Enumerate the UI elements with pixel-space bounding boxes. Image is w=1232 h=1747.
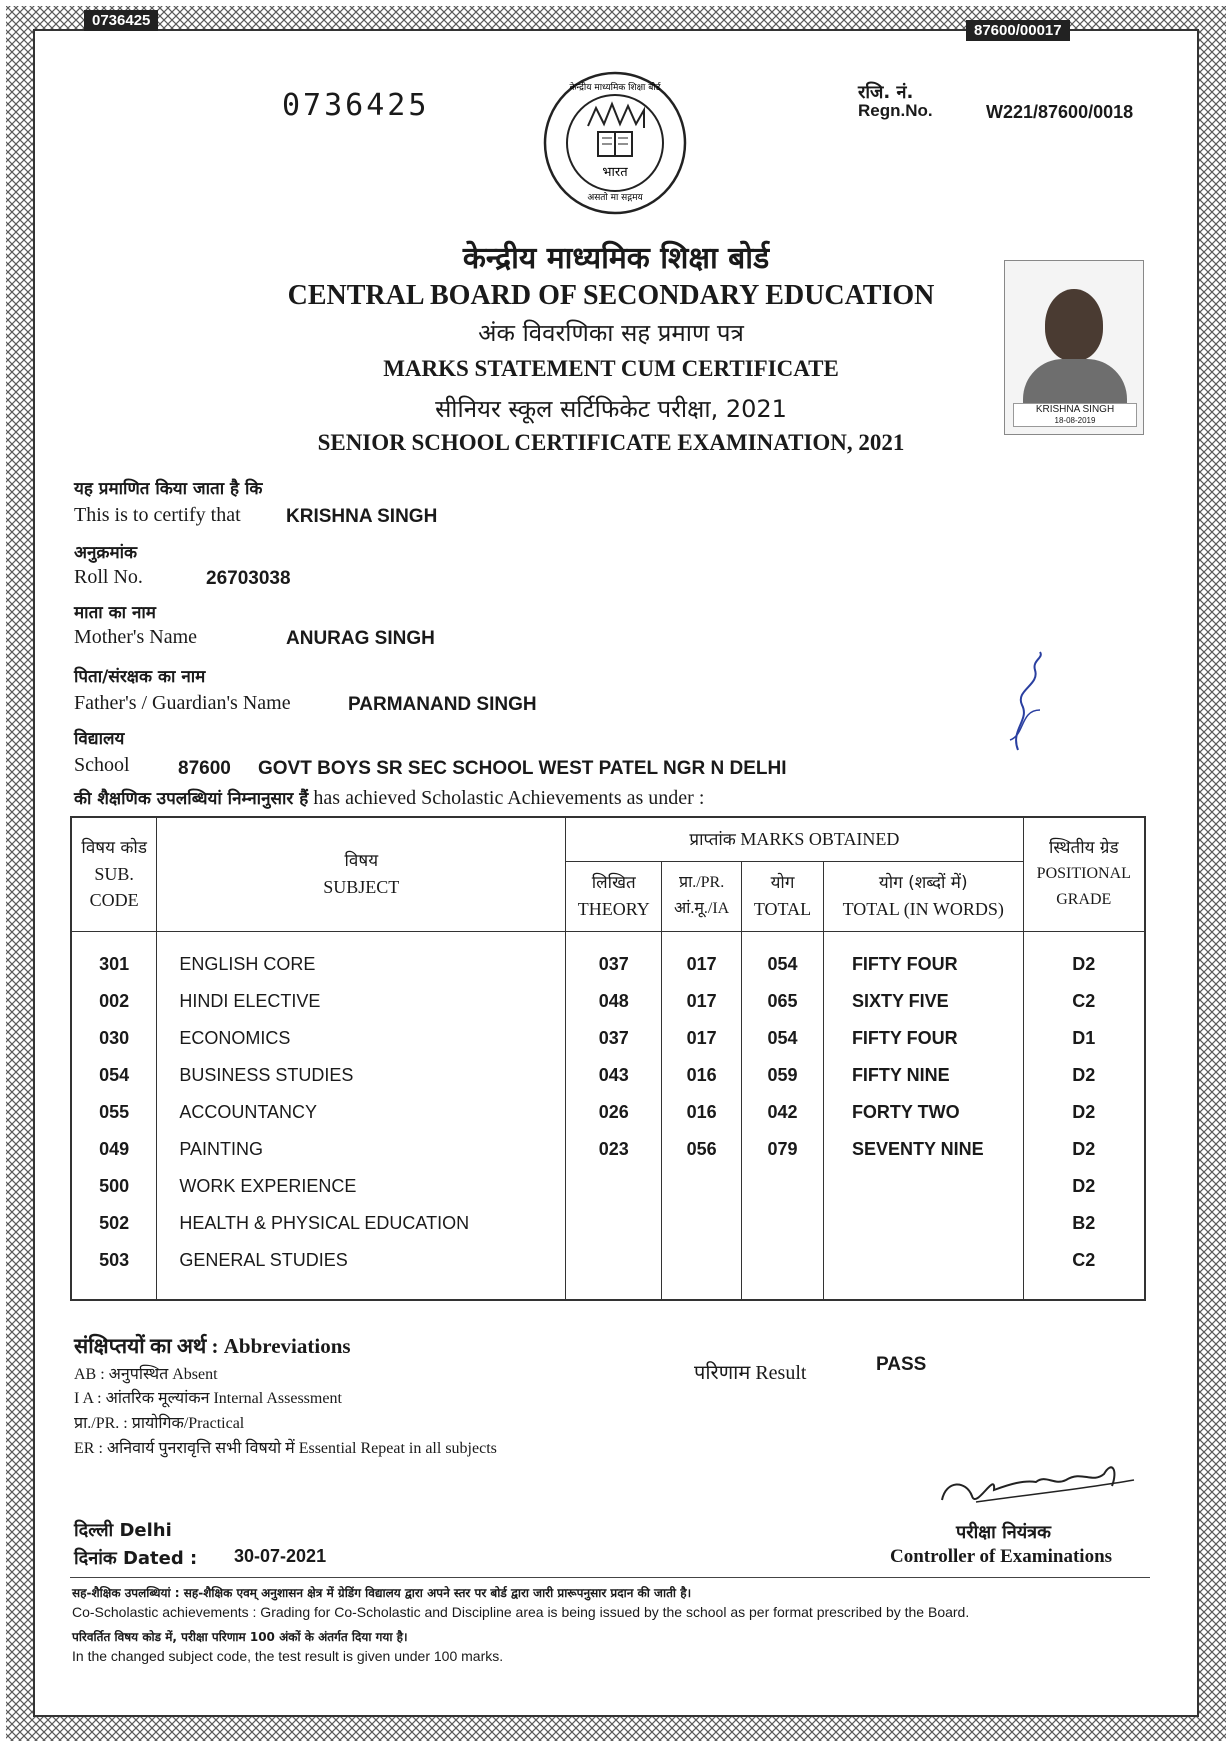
sub-code: 301 <box>71 931 157 983</box>
footer-divider <box>70 1577 1150 1578</box>
sub-words <box>823 1242 1023 1300</box>
doc-title-hi: अंक विवरणिका सह प्रमाण पत्र <box>478 319 744 347</box>
sub-code: 503 <box>71 1242 157 1300</box>
sub-theory: 037 <box>566 931 662 983</box>
sub-words: FIFTY FOUR <box>823 1020 1023 1057</box>
table-row <box>71 1020 1145 1057</box>
sub-grade: D2 <box>1023 1168 1145 1205</box>
code-head-hi: विषय कोड <box>81 838 147 859</box>
sub-code: 002 <box>71 983 157 1020</box>
grade-head-hi: स्थितीय ग्रेड <box>1048 838 1119 859</box>
sub-total <box>742 1242 824 1300</box>
sub-total <box>742 1205 824 1242</box>
seal-text-ring: केन्द्रीय माध्यमिक शिक्षा बोर्ड <box>569 83 661 93</box>
subject-head-hi: विषय <box>344 851 379 872</box>
footnote-1: सह-शैक्षिक उपलब्धियां : सह-शैक्षिक एवम् अनुशासन क्षेत्र में ग्रेडिंग विद्यालय द्वारा अपने स्तर पर बोर्ड द्वारा जारी प्रारूपनुसार प्रदान की जाती है। <box>72 1586 692 1600</box>
marks-table <box>70 816 1146 1301</box>
sub-theory: 048 <box>566 983 662 1020</box>
roll-number: 26703038 <box>206 568 291 589</box>
sub-practical <box>662 1242 742 1300</box>
controller-signature <box>936 1440 1136 1520</box>
pr-head-2: आं.मू./IA <box>673 900 730 917</box>
sub-name: ACCOUNTANCY <box>157 1094 566 1131</box>
sub-practical: 017 <box>662 931 742 983</box>
table-row <box>71 1094 1145 1131</box>
mother-name: ANURAG SINGH <box>286 628 435 649</box>
school-code: 87600 <box>178 758 231 779</box>
col-head-grade <box>1023 817 1145 931</box>
father-label-en: Father's / Guardian's Name <box>74 692 291 714</box>
regn-label-hi: रजि. नं. <box>858 82 914 103</box>
abbrev-ab: AB : अनुपस्थित Absent <box>74 1366 218 1383</box>
school-name: GOVT BOYS SR SEC SCHOOL WEST PATEL NGR N DELHI <box>258 758 787 779</box>
photo-body <box>1023 359 1127 405</box>
achievements-line <box>74 786 704 810</box>
subject-head-en: SUBJECT <box>323 877 400 898</box>
corner-serial-left: 0736425 <box>84 10 158 31</box>
table-row <box>71 931 1145 983</box>
photo-face <box>1045 289 1103 361</box>
col-head-words <box>823 861 1023 931</box>
cbse-seal-logo <box>540 68 690 218</box>
certify-label-en: This is to certify that <box>74 504 241 526</box>
col-head-subject <box>157 817 566 931</box>
sub-grade: D2 <box>1023 1057 1145 1094</box>
sub-code: 054 <box>71 1057 157 1094</box>
footnote-2: Co-Scholastic achievements : Grading for Co-Scholastic and Discipline area is being issued by the school as per format prescribed by the Board. <box>72 1604 970 1620</box>
abbrev-pr: प्रा./PR. : प्रायोगिक/Practical <box>74 1415 245 1432</box>
sub-practical: 017 <box>662 983 742 1020</box>
code-head-en2: CODE <box>89 890 139 911</box>
table-row <box>71 1205 1145 1242</box>
sub-theory <box>566 1168 662 1205</box>
sub-code: 049 <box>71 1131 157 1168</box>
sub-practical: 016 <box>662 1057 742 1094</box>
sub-theory <box>566 1205 662 1242</box>
sub-practical <box>662 1205 742 1242</box>
sub-total: 054 <box>742 1020 824 1057</box>
sub-total <box>742 1168 824 1205</box>
photo-date: 18-08-2019 <box>1054 416 1096 425</box>
sub-theory: 023 <box>566 1131 662 1168</box>
controller-hi: परीक्षा नियंत्रक <box>956 1522 1051 1543</box>
sub-name: BUSINESS STUDIES <box>157 1057 566 1094</box>
sub-words: FIFTY FOUR <box>823 931 1023 983</box>
result-value: PASS <box>876 1354 927 1375</box>
sub-grade: C2 <box>1023 983 1145 1020</box>
table-row <box>71 1168 1145 1205</box>
col-head-theory <box>566 861 662 931</box>
mother-label-hi: माता का नाम <box>74 603 156 623</box>
theory-head-hi: लिखित <box>591 873 636 893</box>
pr-head-1: प्रा./PR. <box>678 874 725 891</box>
sub-total: 079 <box>742 1131 824 1168</box>
regn-label-en: Regn.No. <box>858 101 933 120</box>
abbrev-ia: I A : आंतरिक मूल्यांकन Internal Assessment <box>74 1390 342 1407</box>
sub-practical: 016 <box>662 1094 742 1131</box>
sub-name: HEALTH & PHYSICAL EDUCATION <box>157 1205 566 1242</box>
sub-code: 500 <box>71 1168 157 1205</box>
dated-value: 30-07-2021 <box>234 1546 327 1566</box>
sub-name: PAINTING <box>157 1131 566 1168</box>
sub-total: 065 <box>742 983 824 1020</box>
exam-title-hi: सीनियर स्कूल सर्टिफिकेट परीक्षा, 2021 <box>435 395 787 423</box>
sub-words: FORTY TWO <box>823 1094 1023 1131</box>
father-name: PARMANAND SINGH <box>348 694 537 715</box>
serial-number: 0736425 <box>282 88 430 123</box>
controller-en: Controller of Examinations <box>890 1546 1113 1567</box>
grade-head-en1: POSITIONAL <box>1036 865 1131 883</box>
photo-name: KRISHNA SINGH <box>1035 404 1115 415</box>
words-head-en: TOTAL (IN WORDS) <box>842 899 1004 919</box>
sub-practical <box>662 1168 742 1205</box>
roll-label-en: Roll No. <box>74 566 143 588</box>
code-head-en1: SUB. <box>94 864 134 885</box>
marks-head-hi: प्राप्तांक <box>689 829 736 850</box>
achievements-en: has achieved Scholastic Achievements as under : <box>313 787 705 809</box>
grade-head-en2: GRADE <box>1056 891 1112 909</box>
col-head-total <box>742 861 824 931</box>
doc-title-en: MARKS STATEMENT CUM CERTIFICATE <box>383 356 839 381</box>
abbrev-er: ER : अनिवार्य पुनरावृत्ति सभी विषयो में Essential Repeat in all subjects <box>74 1440 497 1457</box>
sub-grade: D2 <box>1023 931 1145 983</box>
mother-label-en: Mother's Name <box>74 626 198 648</box>
seal-text-motto: असतो मा सद्गमय <box>587 193 643 203</box>
sub-words: SIXTY FIVE <box>823 983 1023 1020</box>
regn-value: W221/87600/0018 <box>986 102 1134 122</box>
sub-grade: C2 <box>1023 1242 1145 1300</box>
sub-theory: 037 <box>566 1020 662 1057</box>
school-label-en: School <box>74 754 130 776</box>
sub-theory <box>566 1242 662 1300</box>
sub-words <box>823 1168 1023 1205</box>
table-row <box>71 983 1145 1020</box>
sub-words: FIFTY NINE <box>823 1057 1023 1094</box>
table-row <box>71 1131 1145 1168</box>
verification-initials <box>1000 650 1060 760</box>
sub-total: 054 <box>742 931 824 983</box>
sub-code: 030 <box>71 1020 157 1057</box>
total-head-hi: योग <box>770 873 795 893</box>
board-title-hi: केन्द्रीय माध्यमिक शिक्षा बोर्ड <box>462 241 770 276</box>
sub-code: 055 <box>71 1094 157 1131</box>
sub-theory: 026 <box>566 1094 662 1131</box>
theory-head-en: THEORY <box>577 899 650 919</box>
candidate-name: KRISHNA SINGH <box>286 506 438 527</box>
footnote-4: In the changed subject code, the test result is given under 100 marks. <box>72 1648 504 1664</box>
roll-label-hi: अनुक्रमांक <box>74 543 138 563</box>
result-label: परिणाम Result <box>694 1362 807 1384</box>
col-head-practical <box>662 861 742 931</box>
achievements-hi: की शैक्षणिक उपलब्धियां निम्नानुसार हैं <box>74 789 309 809</box>
sub-grade: D2 <box>1023 1131 1145 1168</box>
corner-serial-right: 87600/00017 <box>966 20 1070 41</box>
total-head-en: TOTAL <box>753 899 812 919</box>
words-head-hi: योग (शब्दों में) <box>878 873 968 893</box>
col-head-code <box>71 817 157 931</box>
table-row <box>71 1242 1145 1300</box>
sub-name: WORK EXPERIENCE <box>157 1168 566 1205</box>
marks-head-en: MARKS OBTAINED <box>740 828 900 849</box>
seal-text-bharat: भारत <box>602 165 628 180</box>
sub-grade: D2 <box>1023 1094 1145 1131</box>
sub-words: SEVENTY NINE <box>823 1131 1023 1168</box>
footnote-3: परिवर्तित विषय कोड में, परीक्षा परिणाम 100 अंकों के अंतर्गत दिया गया है। <box>72 1630 408 1644</box>
sub-practical: 056 <box>662 1131 742 1168</box>
photo-caption <box>1013 403 1137 427</box>
board-title-en: CENTRAL BOARD OF SECONDARY EDUCATION <box>287 280 935 311</box>
sub-total: 059 <box>742 1057 824 1094</box>
sub-words <box>823 1205 1023 1242</box>
place: दिल्ली Delhi <box>74 1520 172 1541</box>
candidate-photo <box>1004 260 1144 435</box>
sub-grade: B2 <box>1023 1205 1145 1242</box>
sub-name: HINDI ELECTIVE <box>157 983 566 1020</box>
certify-label-hi: यह प्रमाणित किया जाता है कि <box>74 479 263 499</box>
marks-table-body <box>71 931 1145 1300</box>
sub-name: ENGLISH CORE <box>157 931 566 983</box>
school-label-hi: विद्यालय <box>74 729 125 749</box>
sub-practical: 017 <box>662 1020 742 1057</box>
sub-name: GENERAL STUDIES <box>157 1242 566 1300</box>
col-head-marks <box>566 817 1023 861</box>
abbrev-title: संक्षिप्तयों का अर्थ : Abbreviations <box>74 1334 351 1358</box>
sub-name: ECONOMICS <box>157 1020 566 1057</box>
table-row <box>71 1057 1145 1094</box>
exam-title-en: SENIOR SCHOOL CERTIFICATE EXAMINATION, 2021 <box>317 430 905 455</box>
sub-grade: D1 <box>1023 1020 1145 1057</box>
father-label-hi: पिता/संरक्षक का नाम <box>74 667 206 687</box>
dated-label: दिनांक Dated : <box>74 1548 198 1569</box>
sub-total: 042 <box>742 1094 824 1131</box>
sub-code: 502 <box>71 1205 157 1242</box>
sub-theory: 043 <box>566 1057 662 1094</box>
